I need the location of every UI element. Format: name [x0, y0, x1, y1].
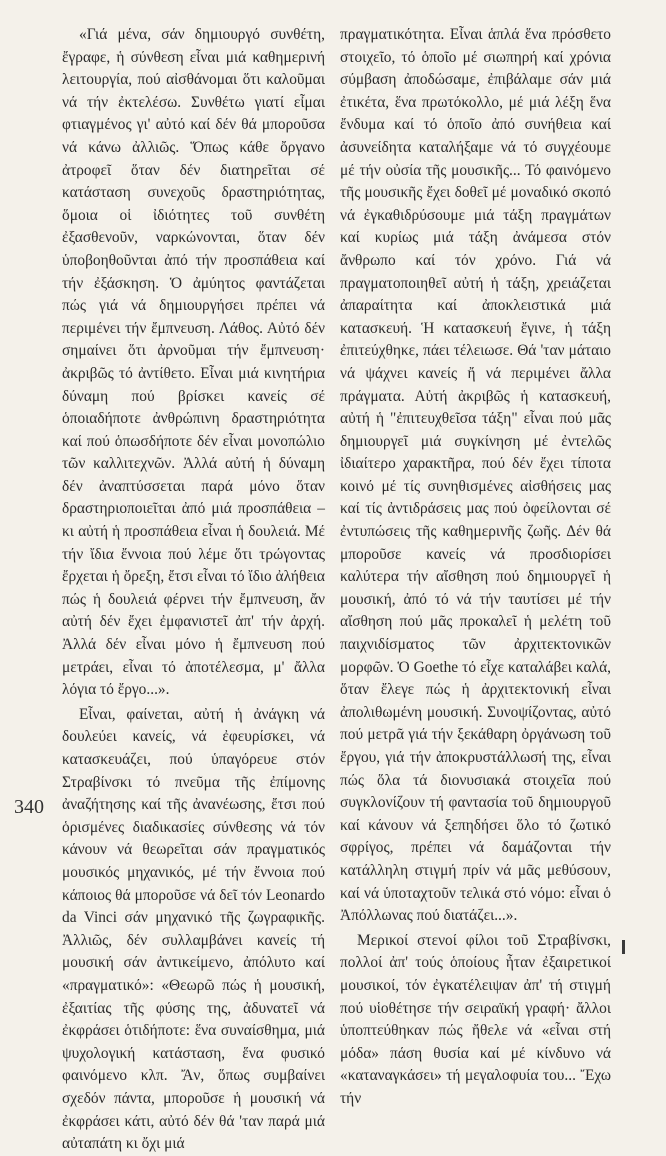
right-text-column	[340, 24, 611, 1111]
paragraph: «Γιά μένα, σάν δημιουργό συνθέτη, ἔγραφε, ἡ σύνθεση εἶναι μιά καθημερινή λειτουργία, πού αἰσθάνομαι ὅτι καλοῦμαι νά τήν ἐκτελέσω. Συνθέτω γιατί εἶμαι φτιαγμένος γι' αὐτό καί δέν θά μποροῦσα νά κάνω ἀλλιῶς. Ὅπως κάθε ὄργανο ἀτροφεῖ ὅταν δέν διατηρεῖται σέ κατάσταση συνεχοῦς δραστηριότητας, ὅμοια οἱ ἰδιότητες τοῦ συνθέτη ἐξασθενοῦν, ναρκώνονται, ὅταν δέν ὑποβοηθοῦνται ἀπό τήν προσπάθεια καί τήν ἐξάσκηση. Ὁ ἀμύητος φαντάζεται πώς γιά νά δημιουργήσει πρέπει νά περιμένει τήν ἔμπνευση. Λάθος. Αὐτό δέν σημαίνει ὅτι ἀρνοῦμαι τήν ἔμπνευση· ἀκριβῶς τό ἀντίθετο. Εἶναι μιά κινητήρια δύναμη πού βρίσκει κανείς σέ ὁποιαδήποτε ἀνθρώπινη δραστηριότητα καί πού ὁπωσδήποτε δέν εἶναι μονοπώλιο τῶν καλλιτεχνῶν. Ἀλλά αὐτή ἡ δύναμη δέν ἀναπτύσσεται παρά μόνο ὅταν δραστηριοποιεῖται ἀπό μιά προσπάθεια – κι αὐτή ἡ προσπάθεια εἶναι ἡ δουλειά. Μέ τήν ἴδια ἔννοια πού λέμε ὅτι τρώγοντας ἔρχεται ἡ ὄρεξη, ἔτσι εἶναι τό ἴδιο ἀλήθεια πώς ἡ δουλειά φέρνει τήν ἔμπνευση, ἄν αὐτή δέν ἔχει ἐμφανιστεῖ ἀπ' τήν ἀρχή. Ἀλλά δέν εἶναι μόνο ἡ ἔμπνευση πού μετράει, εἶναι τό ἀποτέλεσμα, μ' ἄλλα λόγια τό ἔργο...».	[62, 26, 325, 699]
left-text-column	[62, 24, 325, 1156]
paragraph: Εἶναι, φαίνεται, αὐτή ἡ ἀνάγκη νά δουλεύει κανείς, νά ἐφευρίσκει, νά κατασκευάζει, πού ὑπαγόρευε στόν Στραβίνσκι τό πνεῦμα τῆς ἐπίμονης ἀναζήτησης καί τῆς ἀνανέωσης, ἔτσι πού ὁρισμένες διαδικασίες σύνθεσης νά τόν κάνουν νά θεωρεῖται σάν πραγματικός μουσικός μηχανικός, μέ τήν ἔννοια πού κάποιος θά μποροῦσε νά δεῖ τόν Leonardo da Vinci σάν μηχανικό τῆς ζωγραφικῆς. Ἀλλιῶς, δέν συλλαμβάνει κανείς τή μουσική σάν ἀντικείμενο, ἀπόλυτο καί «πραγματικό»: «Θεωρῶ πώς ἡ μουσική, ἐξαιτίας τῆς φύσης της, ἀδυνατεῖ νά ἐκφράσει ὁτιδήποτε: ἕνα συναίσθημα, μιά ψυχολογική κατάσταση, ἕνα φυσικό φαινόμενο κλπ. Ἄν, ὅπως συμβαίνει σχεδόν πάντα, μποροῦσε ἡ μουσική νά ἐκφράσει κάτι, αὐτό δέν θά 'ταν παρά μιά αὐταπάτη κι ὄχι μιά	[62, 705, 325, 1153]
paragraph: Μερικοί στενοί φίλοι τοῦ Στραβίνσκι, πολλοί ἀπ' τούς ὁποίους ἦταν ἐξαιρετικοί μουσικοί, τόν ἐγκατέλειψαν ἀπ' τή στιγμή πού υἱοθέτησε τήν σειραϊκή γραφή· ἄλλοι ὑποπτεύθηκαν πώς ἤθελε νά «εἶναι στή μόδα» πάση θυσία καί μέ κίνδυνο νά «καταναγκάσει» τή μεγαλοφυία του... Ἔχω τήν	[340, 931, 611, 1107]
paragraph: πραγματικότητα. Εἶναι ἁπλά ἕνα πρόσθετο στοιχεῖο, τό ὁποῖο μέ σιωπηρή καί χρόνια σύμβαση ἀποδώσαμε, ἐπιβάλαμε σάν μιά ἐτικέτα, ἕνα πρωτόκολλο, μέ μιά λέξη ἕνα ἔνδυμα καί τό ὁποῖο ἀπό συνήθεια καί ἀσυνείδητα καταλήξαμε νά τό συγχέουμε μέ τήν οὐσία τῆς μουσικῆς... Τό φαινόμενο τῆς μουσικῆς ἔχει δοθεῖ μέ μοναδικό σκοπό νά ἐγκαθιδρύσουμε μιά τάξη πραγμάτων καί κυρίως μιά τάξη ἀνάμεσα στόν ἄνθρωπο καί τόν χρόνο. Γιά νά πραγματοποιηθεῖ αὐτή ἡ τάξη, χρειάζεται ἀπαραίτητα καί ἀποκλειστικά μιά κατασκευή. Ἡ κατασκευή ἔγινε, ἡ τάξη ἐπιτεύχθηκε, πάει τέλειωσε. Θά 'ταν μάταιο νά ψάχνει κανείς ἤ νά περιμένει ἄλλα πράγματα. Αὐτή ἀκριβῶς ἡ κατασκευή, αὐτή ἡ "ἐπιτευχθεῖσα τάξη" εἶναι πού μᾶς δημιουργεῖ μιά συγκίνηση μέ ἐντελῶς ἰδιαίτερο χαρακτῆρα, πού δέν ἔχει τίποτα κοινό μέ τίς συνηθισμένες αἰσθήσεις μας καί τίς ἀντιδράσεις μας πού ὀφείλονται σέ ἐντυπώσεις τῆς καθημερινῆς ζωῆς. Δέν θά μποροῦσε κανείς νά προσδιορίσει καλύτερα τήν αἴσθηση πού δημιουργεῖ ἡ μουσική, ἀπό τό νά τήν ταυτίσει μέ τήν αἴσθηση πού μᾶς προκαλεῖ ἡ μελέτη τοῦ παιχνιδίσματος τῶν ἀρχιτεκτονικῶν μορφῶν. Ὁ Goethe τό εἶχε καταλάβει καλά, ὅταν ἔλεγε πώς ἡ ἀρχιτεκτονική εἶναι ἀπολιθωμένη μουσική. Συνοψίζοντας, αὐτό πού μετρᾶ γιά τήν ξεκάθαρη ὀργάνωση τοῦ ἔργου, γιά τήν ἀποκρυστάλλωσή της, εἶναι πώς ὅλα τά διονυσιακά στοιχεῖα πού συγκλονίζουν τή φαντασία τοῦ δημιουργοῦ καί κάνουν νά ξεπηδήσει ὅλο τό ζωτικό σφρίγος, πρέπει νά δαμάζονται τήν κατάλληλη στιγμή πρίν νά μᾶς μεθύσουν, καί νά ὑποταχτοῦν τελικά στό νόμο: εἶναι ὁ Ἀπόλλωνας πού διατάζει...».	[340, 26, 611, 925]
page-number: 340	[14, 796, 44, 818]
page-edge-mark	[622, 940, 625, 954]
